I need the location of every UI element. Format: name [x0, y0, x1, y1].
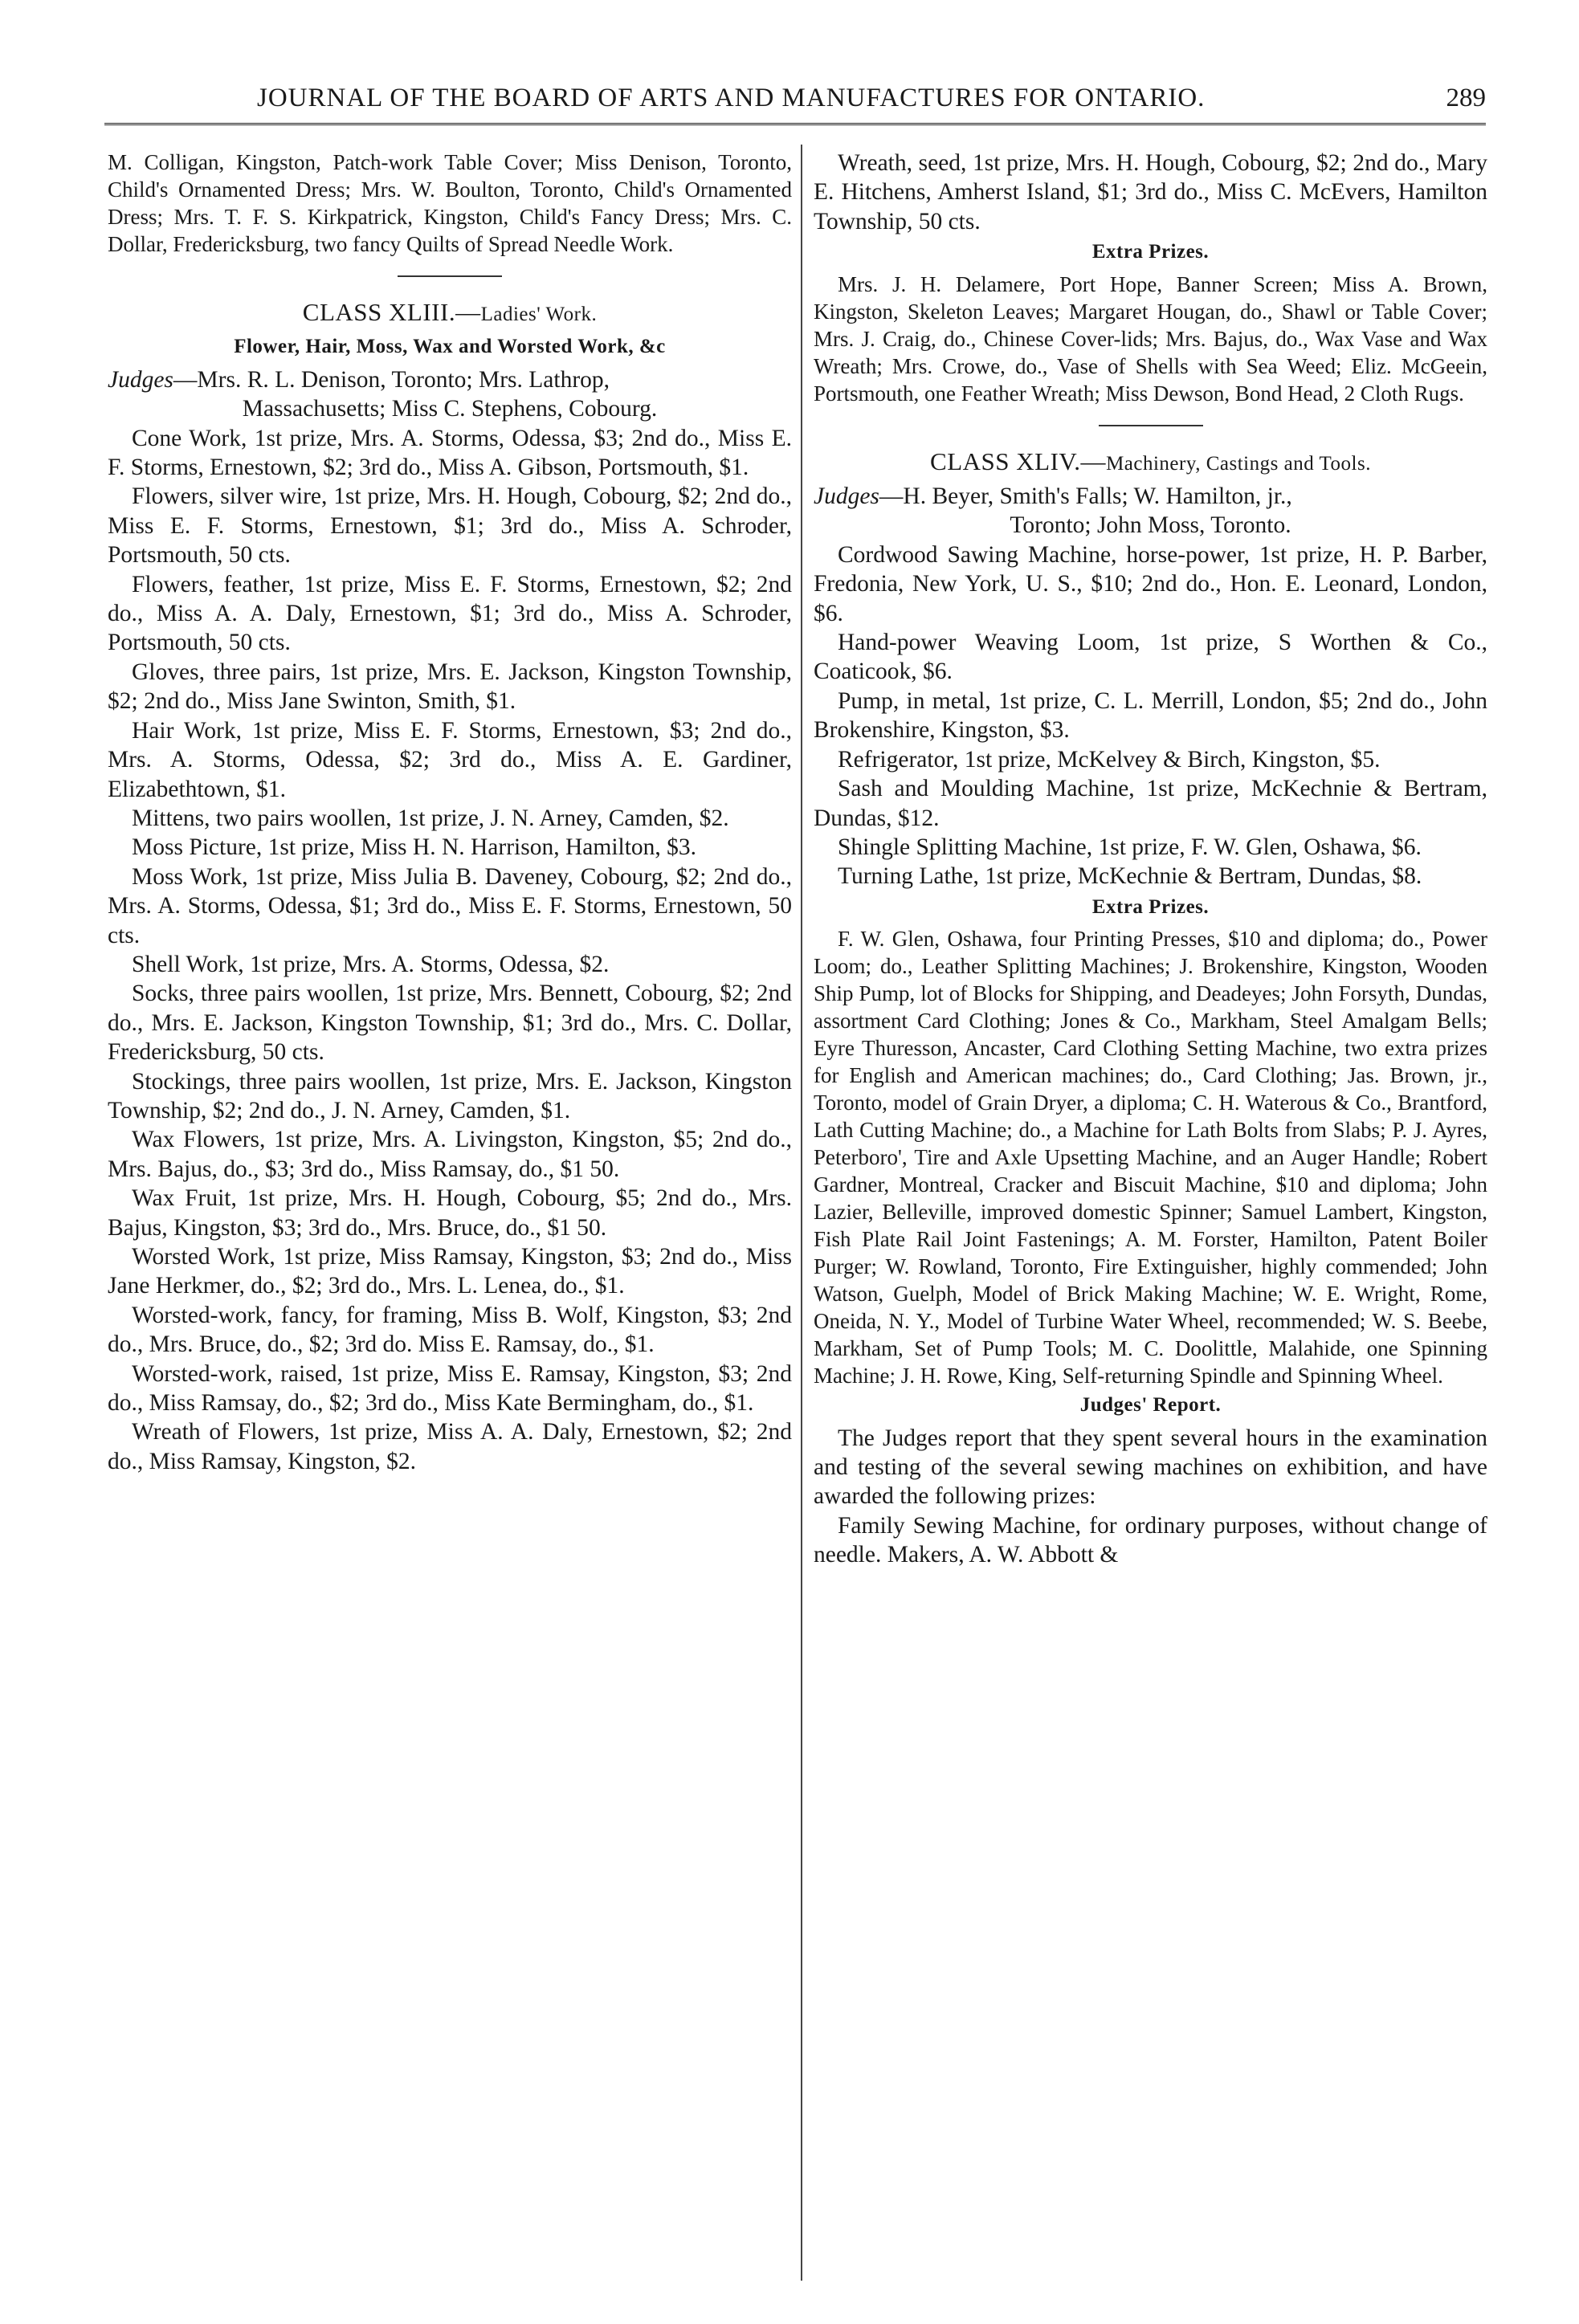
judges-report-heading: Judges' Report. [1079, 1394, 1222, 1417]
prize-entry: Cordwood Sawing Machine, horse-power, 1st prize, H. P. Barber, Fredonia, New York, U. S., $10; 2nd do., Hon. E. Leonard, London, $6. [814, 541, 1487, 626]
judges-continued: Massachusetts; Miss C. Stephens, Cobourg. [242, 396, 658, 422]
extra-prizes-heading: Extra Prizes. [1091, 895, 1210, 918]
journal-title: JOURNAL OF THE BOARD OF ARTS AND MANUFACTURES FOR ONTARIO. [257, 84, 1206, 112]
prize-entry: Wax Flowers, 1st prize, Mrs. A. Livingston, Kingston, $5; 2nd do., Mrs. Bajus, do., $3; 3rd do., Miss Ramsay, do., $1 50. [108, 1127, 792, 1182]
prize-entry: Moss Picture, 1st prize, Miss H. N. Harrison, Hamilton, $3. [132, 834, 697, 861]
prize-entry: Refrigerator, 1st prize, McKelvey & Birch, Kingston, $5. [838, 746, 1381, 773]
judges-label: Judges [814, 483, 879, 510]
extra-prizes-heading: Extra Prizes. [1091, 241, 1210, 263]
prize-entry: Cone Work, 1st prize, Mrs. A. Storms, Odessa, $3; 2nd do., Miss E. F. Storms, Ernestown, $2; 3rd do., Miss A. Gibson, Portsmouth, $1. [108, 425, 792, 481]
class-number: CLASS XLIV.— [930, 446, 1107, 475]
left-column [108, 149, 792, 1476]
extra-prizes-text: Mrs. J. H. Delamere, Port Hope, Banner Screen; Miss A. Brown, Kingston, Skeleton Leaves; Margaret Hougan, do., Shawl or Table Cover; Mrs. J. Craig, do., Chinese Cover-lids; Mrs. Bajus, do., Wax Vase and Wax Wreath; Mrs. Crowe, do., Vase of Shells with Sea Weed; Eliz. McGeein, Portsmouth, one Feather Wreath; Miss Dewson, Bond Head, 2 Cloth Rugs. [814, 271, 1487, 406]
class-heading [814, 447, 1487, 479]
prize-entry: Flowers, silver wire, 1st prize, Mrs. H. Hough, Cobourg, $2; 2nd do., Miss E. F. Storms, Ernestown, $1; 3rd do., Miss A. Schroder, Portsmouth, 50 cts. [108, 483, 792, 569]
prize-entry: Moss Work, 1st prize, Miss Julia B. Daveney, Cobourg, $2; 2nd do., Mrs. A. Storms, Odessa, $1; 3rd do., Miss E. F. Storms, Ernestown, 50 cts. [108, 863, 792, 948]
judges-line [108, 365, 792, 394]
page-header [104, 84, 1486, 125]
prize-entry: Gloves, three pairs, 1st prize, Mrs. E. Jackson, Kingston Township, $2; 2nd do., Miss Jane Swinton, Smith, $1. [108, 658, 792, 715]
class-topic: Ladies' Work. [480, 304, 598, 325]
class-heading [108, 298, 792, 329]
prize-entry: Mittens, two pairs woollen, 1st prize, J. N. Arney, Camden, $2. [132, 805, 729, 831]
judges-report-text: The Judges report that they spent several hours in the examination and testing of the several sewing machines on exhibition, and have awarded the following prizes: [814, 1425, 1487, 1510]
prize-entry: Worsted Work, 1st prize, Miss Ramsay, Kingston, $3; 2nd do., Miss Jane Herkmer, do., $2; 3rd do., Mrs. L. Lenea, do., $1. [108, 1244, 792, 1299]
prize-entry: Sash and Moulding Machine, 1st prize, McKechnie & Bertram, Dundas, $12. [814, 776, 1487, 831]
prize-entry: Wax Fruit, 1st prize, Mrs. H. Hough, Cobourg, $5; 2nd do., Mrs. Bajus, Kingston, $3; 3rd do., Mrs. Bruce, do., $1 50. [108, 1185, 792, 1241]
prize-entry: Worsted-work, raised, 1st prize, Miss E. Ramsay, Kingston, $3; 2nd do., Miss Ramsay, do., $2; 3rd do., Miss Kate Bermingham, do., $1. [108, 1360, 792, 1417]
judges-line [814, 482, 1487, 511]
sewing-machine-entry: Family Sewing Machine, for ordinary purposes, without change of needle. Makers, A. W. Abbott & [814, 1512, 1487, 1568]
class-topic: Machinery, Castings and Tools. [1106, 452, 1371, 475]
prize-entry: Flowers, feather, 1st prize, Miss E. F. Storms, Ernestown, $2; 2nd do., Miss A. A. Daly, Ernestown, $1; 3rd do., Miss A. Schroder, Portsmouth, 50 cts. [108, 571, 792, 656]
prize-entry: Stockings, three pairs woollen, 1st prize, Mrs. E. Jackson, Kingston Township, $2; 2nd do., J. N. Arney, Camden, $1. [108, 1068, 792, 1123]
right-column [814, 149, 1487, 1570]
prize-entry: Wreath, seed, 1st prize, Mrs. H. Hough, Cobourg, $2; 2nd do., Mary E. Hitchens, Amherst Island, $1; 3rd do., Miss C. McEvers, Hamilton Township, 50 cts. [814, 150, 1487, 234]
column-divider [801, 145, 802, 2281]
class-subheading: Flower, Hair, Moss, Wax and Worsted Work, &c [234, 336, 666, 358]
judges-names: —H. Beyer, Smith's Falls; W. Hamilton, jr., [879, 483, 1292, 510]
class-number: CLASS XLIII.— [302, 298, 481, 326]
prize-entry: Pump, in metal, 1st prize, C. L. Merrill, London, $5; 2nd do., John Brokenshire, Kingston, $3. [814, 687, 1487, 744]
section-rule [398, 275, 502, 277]
prize-entry: Worsted-work, fancy, for framing, Miss B. Wolf, Kingston, $3; 2nd do., Mrs. Bruce, do., $2; 3rd do. Miss E. Ramsay, do., $1. [108, 1302, 792, 1358]
continued-paragraph: M. Colligan, Kingston, Patch-work Table Cover; Miss Denison, Toronto, Child's Ornamented Dress; Mrs. W. Boulton, Toronto, Child's Ornamented Dress; Mrs. T. F. S. Kirkpatrick, Kingston, Child's Fancy Dress; Mrs. C. Dollar, Fredericksburg, two fancy Quilts of Spread Needle Work. [108, 150, 792, 256]
judges-continued: Toronto; John Moss, Toronto. [1010, 512, 1291, 539]
prize-entry: Shingle Splitting Machine, 1st prize, F. W. Glen, Oshawa, $6. [838, 834, 1422, 860]
section-rule [1099, 425, 1203, 426]
judges-label: Judges [108, 366, 173, 393]
prize-entry: Hand-power Weaving Loom, 1st prize, S Worthen & Co., Coaticook, $6. [814, 630, 1487, 685]
page-number: 289 [1446, 84, 1486, 112]
extra-prizes-text: F. W. Glen, Oshawa, four Printing Presses, $10 and diploma; do., Power Loom; do., Leather Splitting Machines; J. Brokenshire, Kingston, Wooden Ship Pump, lot of Blocks for Shipping, and Deadeyes; John Forsyth, Dundas, assortment Card Clothing; Jones & Co., Markham, Steel Amalgam Bells; Eyre Thuresson, Ancaster, Card Clothing Setting Machine, two extra prizes for English and American machines; do., Card Clothing; Jas. Brown, jr., Toronto, model of Grain Dryer, a diploma; C. H. Waterous & Co., Brantford, Lath Cutting Machine; do., a Machine for Lath Bolts from Slabs; P. J. Ayres, Peterboro', Tire and Axle Upsetting Machine, and an Auger Handle; Robert Gardner, Montreal, Cracker and Biscuit Machine, $10 and diploma; John Lazier, Belleville, improved domestic Spinner; Samuel Lambert, Kingston, Fish Plate Rail Joint Fastenings; A. M. Forster, Hamilton, Patent Boiler Purger; W. Rowland, Toronto, Fire Extinguisher, highly commended; John Watson, Guelph, Model of Brick Making Machine; W. E. Wright, Rome, Oneida, N. Y., Model of Turbine Water Wheel, recommended; W. S. Beebe, Markham, Set of Pump Tools; M. C. Doolittle, Malahide, one Spinning Machine; J. H. Rowe, King, Self-returning Spindle and Spinning Wheel. [814, 927, 1487, 1388]
prize-entry: Shell Work, 1st prize, Mrs. A. Storms, Odessa, $2. [132, 951, 610, 977]
prize-entry: Hair Work, 1st prize, Miss E. F. Storms, Ernestown, $3; 2nd do., Mrs. A. Storms, Odessa, $2; 3rd do., Miss A. E. Gardiner, Elizabethtown, $1. [108, 717, 792, 802]
judges-names: —Mrs. R. L. Denison, Toronto; Mrs. Lathrop, [173, 366, 610, 393]
prize-entry: Turning Lathe, 1st prize, McKechnie & Bertram, Dundas, $8. [838, 863, 1422, 890]
prize-entry: Socks, three pairs woollen, 1st prize, Mrs. Bennett, Cobourg, $2; 2nd do., Mrs. E. Jackson, Kingston Township, $1; 3rd do., Mrs. C. Dollar, Fredericksburg, 50 cts. [108, 981, 792, 1066]
prize-entry: Wreath of Flowers, 1st prize, Miss A. A. Daly, Ernestown, $2; 2nd do., Miss Ramsay, Kingston, $2. [108, 1419, 792, 1474]
